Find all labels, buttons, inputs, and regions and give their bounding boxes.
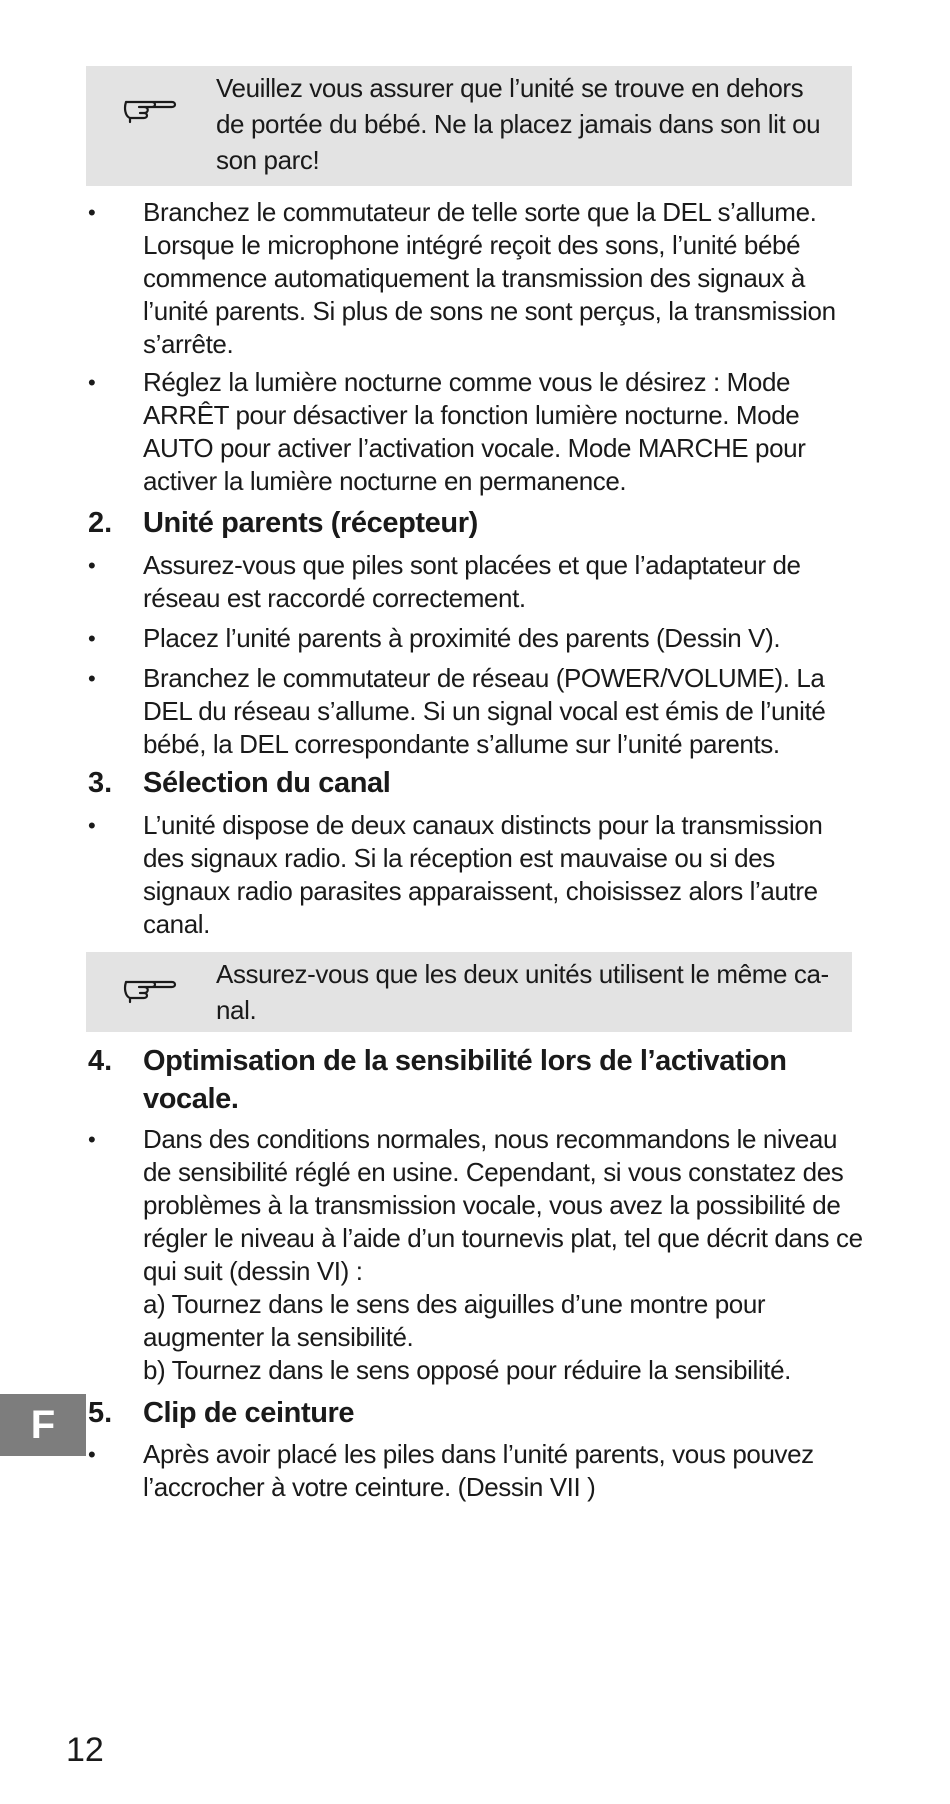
list-item-text: Dans des conditions normales, nous recommandons le niveau de sensibilité réglé en usine. Cependant, si vous constatez des problèmes à la transmission vocale, vous avez la possibilité de régler le niveau à l’aide d’un tournevis plat, tel que décrit dans ce qui suit (dessin VI) : a) Tournez dans le sens des aiguilles d’une montre pour augmenter la sensibilité. b) Tournez dans le sens opposé pour réduire la sensibilité. bbox=[143, 1124, 863, 1385]
section-title: Sélection du canal bbox=[143, 767, 391, 799]
note-text: Assurez-vous que les deux unités utilisent le même ca-nal. bbox=[216, 959, 829, 1025]
section-number: 2. bbox=[88, 507, 113, 539]
bullet-marker: • bbox=[88, 553, 96, 578]
list-item-text: L’unité dispose de deux canaux distincts pour la transmission des signaux radio. Si la réception est mauvaise ou si des signaux radio parasites apparaissent, choisissez alors l’autre canal. bbox=[143, 810, 823, 939]
list-item-text: Placez l’unité parents à proximité des parents (Dessin V). bbox=[143, 623, 781, 653]
note-text: Veuillez vous assurer que l’unité se trouve en dehors de portée du bébé. Ne la placez jamais dans son lit ou son parc! bbox=[216, 73, 821, 175]
bullet-marker: • bbox=[88, 1127, 96, 1152]
list-item-text: Assurez-vous que piles sont placées et que l’adaptateur de réseau est raccordé correctement. bbox=[143, 550, 801, 613]
bullet-marker: • bbox=[88, 370, 96, 395]
note-box bbox=[86, 66, 852, 186]
page-number: 12 bbox=[66, 1731, 104, 1769]
pointing-hand-icon bbox=[122, 968, 178, 1004]
section-title: Optimisation de la sensibilité lors de l’activation vocale. bbox=[143, 1045, 787, 1115]
bullet-marker: • bbox=[88, 1442, 96, 1467]
bullet-marker: • bbox=[88, 666, 96, 691]
pointing-hand-icon bbox=[122, 88, 178, 124]
section-number: 4. bbox=[88, 1045, 113, 1077]
bullet-marker: • bbox=[88, 200, 96, 225]
bullet-marker: • bbox=[88, 626, 96, 651]
language-tab: F bbox=[0, 1394, 86, 1456]
list-item-text: Après avoir placé les piles dans l’unité parents, vous pouvez l’accrocher à votre ceinture. (Dessin VII ) bbox=[143, 1439, 814, 1502]
section-title: Clip de ceinture bbox=[143, 1397, 355, 1429]
list-item-text: Branchez le commutateur de réseau (POWER/VOLUME). La DEL du réseau s’allume. Si un signal vocal est émis de l’unité bébé, la DEL correspondante s’allume sur l’unité parents. bbox=[143, 663, 826, 759]
section-title: Unité parents (récepteur) bbox=[143, 507, 478, 539]
section-number: 3. bbox=[88, 767, 113, 799]
list-item-text: Réglez la lumière nocturne comme vous le désirez : Mode ARRÊT pour désactiver la fonction lumière nocturne. Mode AUTO pour activer l’activation vocale. Mode MARCHE pour activer la lumière nocturne en permanence. bbox=[143, 367, 806, 496]
section-number: 5. bbox=[88, 1397, 113, 1429]
list-item-text: Branchez le commutateur de telle sorte que la DEL s’allume. Lorsque le microphone intégré reçoit des sons, l’unité bébé commence automatiquement la transmission des signaux à l’unité parents. Si plus de sons ne sont perçus, la transmission s’arrête. bbox=[143, 197, 836, 359]
bullet-marker: • bbox=[88, 813, 96, 838]
note-box bbox=[86, 952, 852, 1032]
